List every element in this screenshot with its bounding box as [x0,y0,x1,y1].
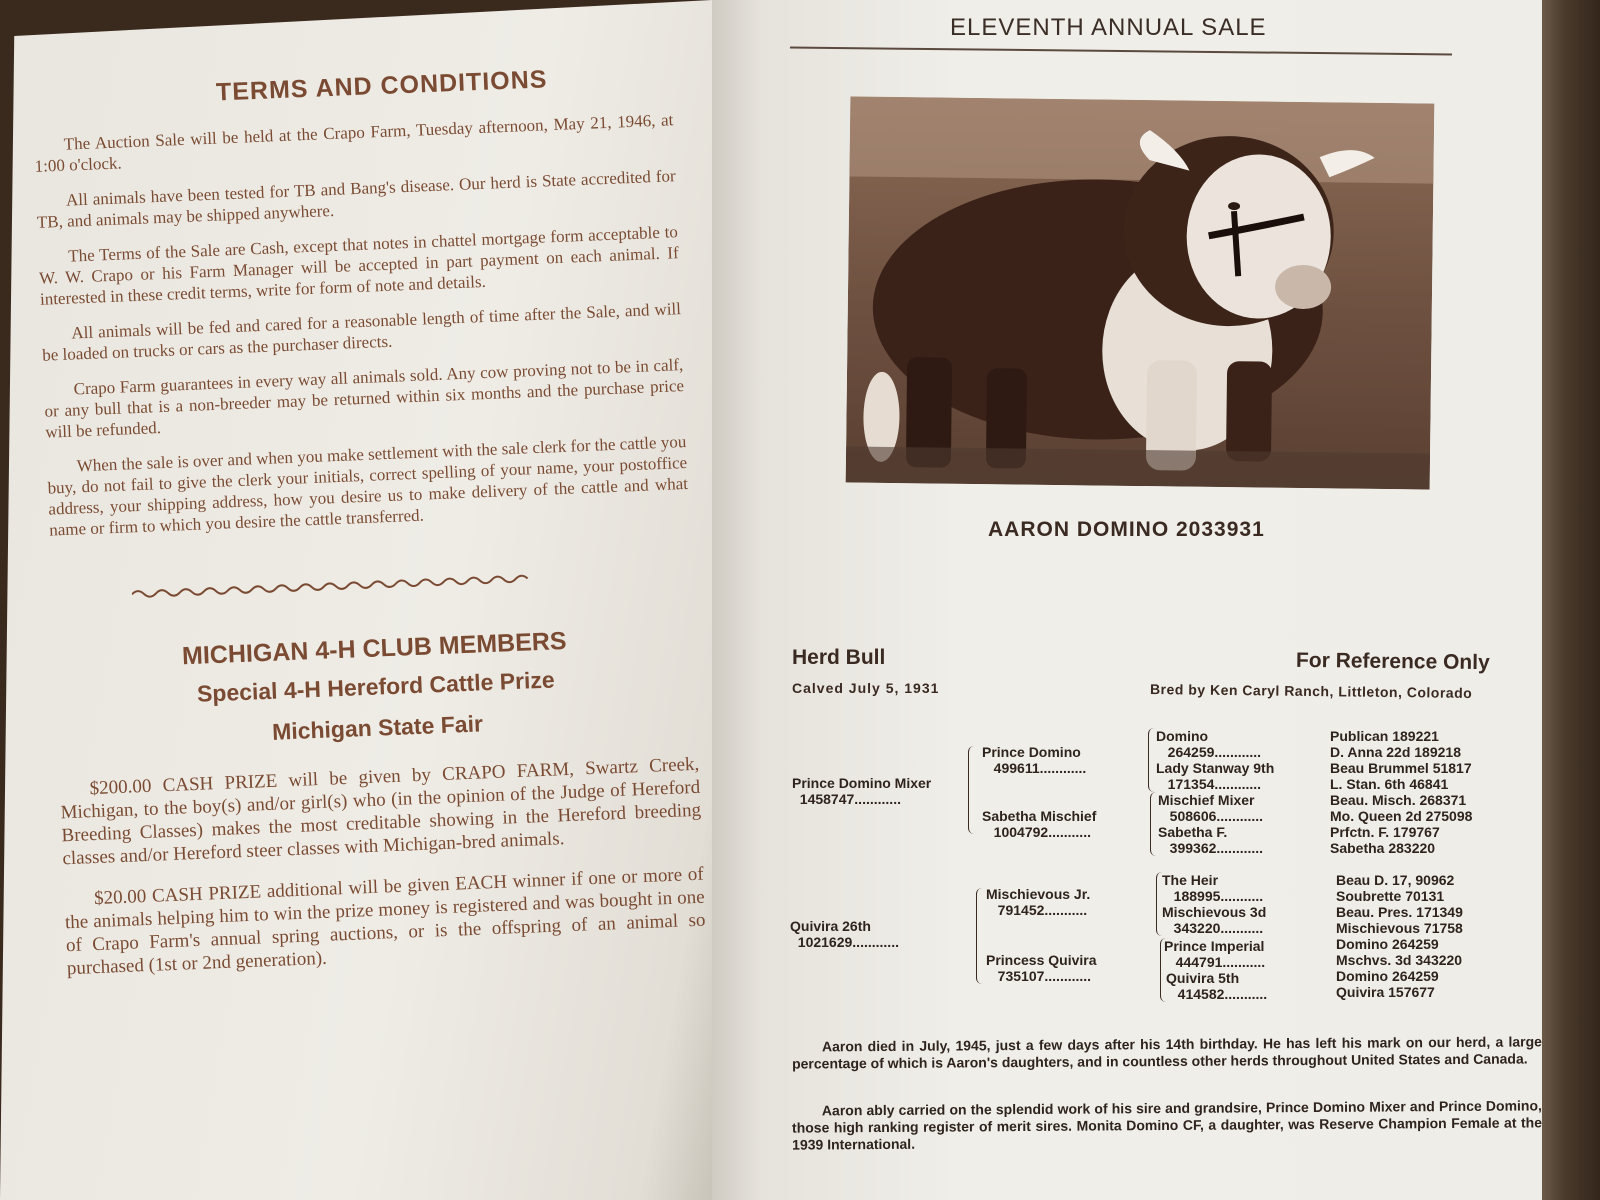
terms-paragraph: The Terms of the Sale are Cash, except that notes in chattel mortgage form acceptable to W. W. Crapo or his Farm Manager will be accepted in part payment on each animal. If interested in these credit terms, write for form of note and details. [38,222,680,309]
story-paragraph: Aaron died in July, 1945, just a few days after his 14th birthday. He has left his mark on our herd, a large percentage of which is Aaron's daughters, and in countless other herds throughout United States and Canada. [792,1033,1542,1072]
pedigree-gen3-item: Mischief Mixer 508606............ [1158,792,1264,824]
sire-number: 1458747 [799,791,855,807]
club-subtitle-2: Michigan State Fair [271,710,484,745]
pedigree-gen3-item: Domino 264259............ [1156,728,1262,760]
page-header: ELEVENTH ANNUAL SALE [950,14,1267,41]
pedigree-gen3-item: Lady Stanway 9th 171354............ [1156,760,1275,792]
pedigree-gen3-item: Quivira 5th 414582........... [1166,970,1268,1002]
dam-name: Quivira 26th [790,918,871,934]
table-surface [1542,0,1600,1200]
pedigree-gen4-list: Beau D. 17, 90962 Soubrette 70131 Beau. Pres. 171349 Mischievous 71758 Domino 264259 Mschvs. 3d 343220 Domino 264259 Quivira 157677 [1336,872,1463,1000]
club-title: MICHIGAN 4-H CLUB MEMBERS [181,626,568,671]
pedigree-brace [976,888,983,984]
pedigree-brace [968,746,975,834]
pedigree-brace [1150,792,1157,856]
pedigree-gen2-item: Princess Quivira 735107............ [986,952,1097,984]
prize-paragraph: $200.00 CASH PRIZE will be given by CRAPO FARM, Swartz Creek, Michigan, to the boy(s) and/or girl(s) who (in the opinion of the Judge of Hereford Breeding Classes) makes the most creditable showing in the Hereford breeding classes and/or Hereford steer classes with Michigan-bred animals. [60,753,702,870]
wavy-divider [132,571,532,601]
photo-caption: AARON DOMINO 2033931 [988,518,1265,541]
pedigree-dam: Quivira 26th 1021629............ [790,918,899,950]
pedigree-gen3-item: Sabetha F. 399362............ [1158,824,1264,856]
reference-label: For Reference Only [1295,648,1490,675]
herd-bull-label: Herd Bull [792,646,886,669]
terms-title: TERMS AND CONDITIONS [215,65,548,107]
pedigree-gen2-item: Sabetha Mischief 1004792........... [982,808,1097,840]
pedigree-sire: Prince Domino Mixer 1458747............ [792,775,932,807]
pedigree-gen4-list: Publican 189221 D. Anna 22d 189218 Beau Brummel 51817 L. Stan. 6th 46841 Beau. Misch. 268371 Mo. Queen 2d 275098 Prfctn. F. 179767 Sabetha 283220 [1330,728,1473,856]
calved-date: Calved July 5, 1931 [792,680,940,696]
pedigree-gen3-item: The Heir 188995........... [1162,872,1264,904]
terms-paragraph: Crapo Farm guarantees in every way all animals sold. Any cow proving not to be in calf, or any bull that is a non-breeder may be returned within six months and the purchase price will be refunded. [44,355,685,442]
bull-photo [846,96,1435,489]
left-page-content [30,24,708,998]
terms-paragraph: All animals have been tested for TB and Bang's disease. Our herd is State accredited for TB, and animals may be shipped anywhere. [36,166,676,232]
terms-paragraph: The Auction Sale will be held at the Crapo Farm, Tuesday afternoon, May 21, 1946, at 1:00 o'clock. [34,110,674,176]
breeder-line: Bred by Ken Caryl Ranch, Littleton, Colorado [1149,681,1473,701]
pedigree-gen2-item: Prince Domino 499611............ [982,744,1087,776]
pedigree-gen3-item: Prince Imperial 444791........... [1164,938,1266,970]
dam-number: 1021629 [797,934,853,950]
terms-paragraph: All animals will be fed and cared for a reasonable length of time after the Sale, and will be loaded on trucks or cars as the purchaser directs. [41,299,682,365]
sire-name: Prince Domino Mixer [792,775,932,791]
club-subtitle: Special 4-H Hereford Cattle Prize [196,666,556,707]
pedigree-brace [1148,728,1155,792]
pedigree-gen3-item: Mischievous 3d 343220........... [1162,904,1267,936]
terms-paragraph: When the sale is over and when you make settlement with the sale clerk for the cattle you buy, do not fail to give the clerk your initials, correct spelling of your name, your postoffice address, your shipping address, how you desire us to make delivery of the cattle and what name or firm to which you desire the cattle transferred. [47,431,689,540]
story-paragraph: Aaron ably carried on the splendid work of his sire and grandsire, Prince Domino Mixer and Prince Domino, those high ranking register of merit sires. Monita Domino CF, a daughter, was Reserve Champion Female at the 1939 International. [791,1097,1543,1153]
prize-paragraph: $20.00 CASH PRIZE additional will be given EACH winner if one or more of the animals helping him to win the prize money is registered and was bought in one of Crapo Farm's annual spring auctions, or is the offspring of an animal so purchased (1st or 2nd generation). [64,863,706,980]
pedigree-gen2-item: Mischievous Jr. 791452........... [986,886,1091,918]
